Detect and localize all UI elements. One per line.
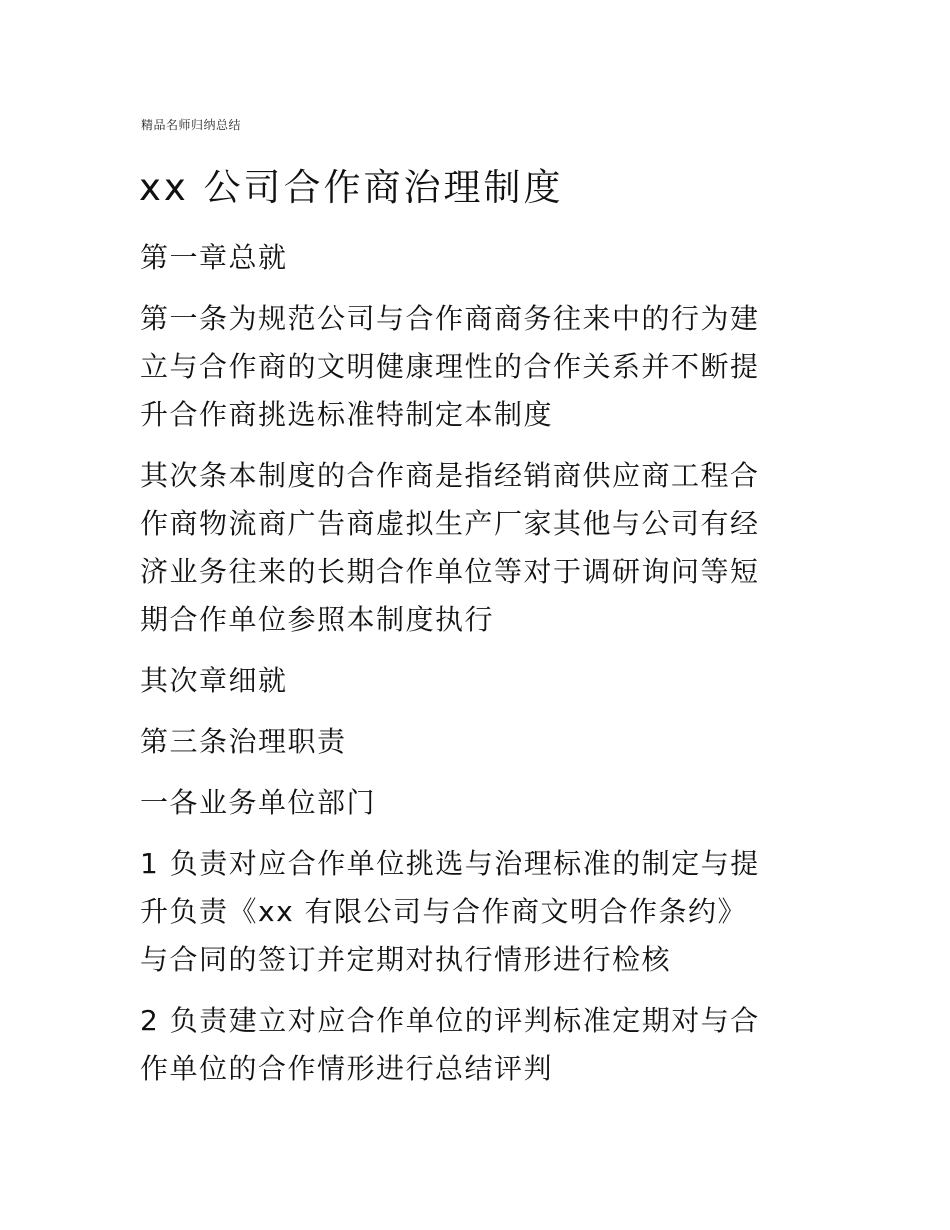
text-line: 第一条为规范公司与合作商商务往来中的行为建: [140, 302, 760, 335]
text-line: 作单位的合作情形进行总结评判: [140, 1052, 554, 1085]
text-line: 升合作商挑选标准特制定本制度: [140, 398, 554, 431]
section-heading: [140, 779, 810, 827]
text-line: 作商物流商广告商虚拟生产厂家其他与公司有经: [140, 507, 760, 540]
header-note: 精品名师归纳总结: [141, 118, 242, 132]
document-title: xx 公司合作商治理制度: [139, 166, 564, 209]
document-body: [140, 234, 810, 1106]
text-line: 其次条本制度的合作商是指经销商供应商工程合: [140, 459, 760, 492]
text-line: 与合同的签订并定期对执行情形进行检核: [140, 943, 672, 976]
list-item-paragraph: [140, 997, 810, 1093]
chapter-heading: [140, 657, 810, 705]
text-line: 期合作单位参照本制度执行: [140, 603, 495, 636]
text-line: 一各业务单位部门: [140, 786, 377, 819]
article-paragraph: [140, 295, 810, 439]
list-item-paragraph: [140, 840, 810, 984]
chapter-heading: [140, 234, 810, 282]
text-line: 第一章总就: [140, 241, 288, 274]
text-line: 升负责《xx 有限公司与合作商文明合作条约》: [140, 895, 748, 928]
text-line: 济业务往来的长期合作单位等对于调研询问等短: [140, 555, 760, 588]
article-paragraph: [140, 452, 810, 644]
text-line: 2 负责建立对应合作单位的评判标准定期对与合: [140, 1004, 760, 1037]
text-line: 其次章细就: [140, 664, 288, 697]
text-line: 立与合作商的文明健康理性的合作关系并不断提: [140, 350, 760, 383]
text-line: 1 负责对应合作单位挑选与治理标准的制定与提: [140, 847, 760, 880]
article-heading: [140, 718, 810, 766]
text-line: 第三条治理职责: [140, 725, 347, 758]
